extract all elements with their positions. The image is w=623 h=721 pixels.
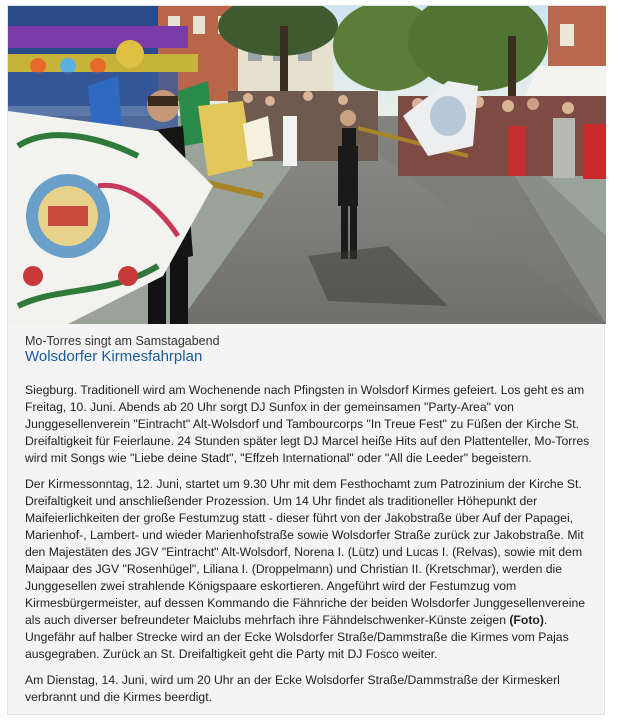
paragraph-sunday <box>25 476 590 663</box>
paragraph-text: Am Dienstag, 14. Juni, wird um 20 Uhr an der Ecke Wolsdorfer Straße/Dammstraße der Kirmeskerl verbrannt und die Kirmes beerdigt. <box>25 673 560 704</box>
paragraph-tuesday <box>25 672 590 706</box>
photo-reference: (Foto) <box>509 613 544 627</box>
article-body <box>25 382 590 715</box>
article-kicker: Mo-Torres singt am Samstagabend <box>25 334 220 348</box>
paragraph-text: Der Kirmessonntag, 12. Juni, startet um 9.30 Uhr mit dem Festhochamt zum Patrozinium der Kirche St. Dreifaltigkeit und anschließender Prozession. Um 14 Uhr findet als traditioneller Höhepunkt der Maifeierlichkeiten der große Festumzug statt - dieser führt von der Jakobstraße über Auf der Papagei, Marienhof-, Lambert- und wieder Marienhofstraße sowie Wolsdorfer Straße zurück zur Jakobstraße. Mit den Majestäten des JGV "Eintracht" Alt-Wolsdorf, Norena I. (Lütz) und Lucas I. (Relvas), sowie mit dem Maipaar des JGV "Rosenhügel", Liliana I. (Droppelmann) und Christian II. (Kretschmar), werden die Junggesellen zwei strahlende Königspaare eskortieren. Angeführt wird der Festumzug vom Kirmesbürgermeister, auf dessen Kommando die Fähnriche der beiden Wolsdorfer Junggesellenvereine als auch diverser befreundeter Maiclubs mehrfach ihre Fähndelschwenker-Künste zeigen <box>25 477 586 627</box>
article-headline[interactable]: Wolsdorfer Kirmesfahrplan <box>25 348 203 365</box>
paragraph-friday <box>25 382 590 467</box>
paragraph-text: . Ungefähr auf halber Strecke wird an der Ecke Wolsdorfer Straße/Dammstraße die Kirmes vom Pajas ausgegraben. Zurück an St. Dreifaltigkeit geht die Party mit DJ Fosco weiter. <box>25 613 569 661</box>
article-photo <box>8 6 606 324</box>
paragraph-text: Siegburg. Traditionell wird am Wochenende nach Pfingsten in Wolsdorf Kirmes gefeiert. Los geht es am Freitag, 10. Juni. Abends ab 20 Uhr sorgt DJ Sunfox in der gemeinsamen "Party-Area" von Junggesellenverein "Eintracht" Alt-Wolsdorf und Tambourcorps "In Treue Fest" zu Füßen der Kirche St. Dreifaltigkeit für Feierlaune. 24 Stunden später legt DJ Marcel heiße Hits auf den Plattenteller, Mo-Torres wird mit Songs wie "Liebe deine Stadt", "Effzeh International" oder "All die Leeder" begeistern. <box>25 383 590 465</box>
news-article <box>7 5 605 715</box>
